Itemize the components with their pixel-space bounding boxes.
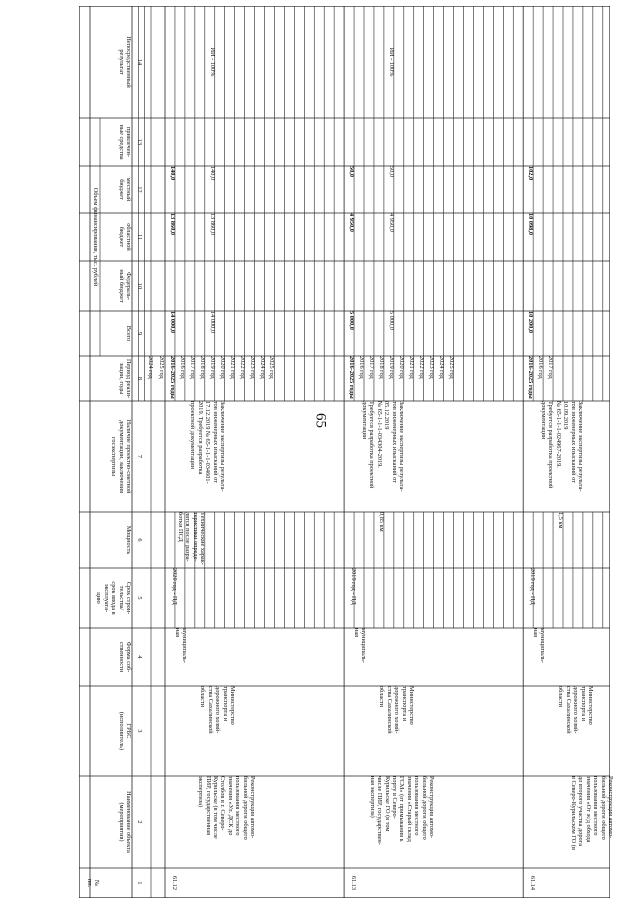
row-2-year-5: 2020 год [397, 356, 405, 379]
column-number-5: 5 [136, 596, 143, 600]
row-1-name: Реконструкция автомо- бильной дороги общего пользования местного значения «Ул. ДСК до Столбов в г. Северо- Курильске (в том числе ПИР, государственная экспертиза) [197, 776, 256, 840]
row-3-grbs: Министерство транспорта и дорожного хозяй- ства Сахалинской области [557, 686, 595, 734]
row-1-year-10: 2025 год [268, 356, 276, 379]
row-2-regional: 4 950,0 [348, 213, 356, 232]
row-3-psd: Заключение экспертизы результа- тов инженерных изысканий от 10.09.2019 № 65-1-1-1-024967-2019. Требуется разработка проектной документации [540, 401, 585, 492]
year-label-top-0: 2024 год [147, 356, 154, 379]
row-2-grbs: Министерство транспорта и дорожного хозяй- ства Сахалинской области [378, 686, 416, 734]
row-2-year-4: 2019 год [387, 356, 395, 379]
row-1-year-3: 2018 год [198, 356, 206, 379]
column-number-4: 4 [136, 655, 143, 659]
row-1-year-6: 2021 год [228, 356, 236, 379]
page-number: 65 [312, 413, 329, 428]
header-regional: областной бюджет [117, 223, 132, 251]
row-2-2019-regional: 4 950,0 [387, 213, 395, 232]
row-2-year-8: 2023 год [427, 356, 435, 379]
row-1-year-8: 2023 год [248, 356, 256, 379]
row-1-ownership: муниципаль- ная [173, 628, 188, 663]
row-2-year-2: 2017 год [367, 356, 375, 379]
column-number-14: 14 [136, 58, 143, 66]
row-3-period: 2019 год - ПД [529, 568, 537, 605]
row-3-year-0: 2016-2025 годы [527, 356, 535, 399]
column-number-12: 12 [136, 186, 143, 193]
header-name: Наименование объекта (мероприятия) [117, 791, 132, 853]
row-3-local: 102,0 [527, 166, 535, 181]
row-1-num: 61.12 [171, 875, 178, 891]
row-2-year-10: 2025 год [447, 356, 455, 379]
header-federal: Федераль- ный бюджет [117, 269, 132, 303]
row-1-psd: Заключение экспертизы результа- тов инженерных изысканий от 17.12.2019 № 65-1-1-1-034601- 2019. Требуется разработка проектной документации [189, 401, 226, 492]
row-2-year-6: 2021 год [407, 356, 415, 379]
column-number-6: 6 [136, 538, 143, 542]
row-2-num: 61.13 [350, 875, 358, 891]
row-2-year-7: 2022 год [417, 356, 425, 379]
row-1-2019-total: 14 000,0 [208, 311, 216, 334]
row-3-year-2: 2017 год [547, 356, 555, 379]
header-impl: Период реали- зации, годы [117, 358, 132, 399]
row-1-year-1: 2016 год [178, 356, 186, 379]
header-total: Всего [125, 325, 132, 342]
column-number-2: 2 [136, 820, 143, 824]
row-2-psd: Заключение экспертизы результа- тов инженерных изысканий от 05.12.2019 № 65-1-1-1-034304-2019. Требуется разработка проектной документации [361, 401, 406, 492]
row-2-local: 50,0 [348, 166, 356, 178]
row-3-total: 10 200,0 [527, 311, 535, 334]
row-1-year-7: 2022 год [238, 356, 246, 379]
row-3-capacity: 1,5 км [557, 512, 565, 529]
column-number-7: 7 [136, 454, 143, 459]
header-result: Непосредственный результат [117, 36, 132, 88]
row-2-year-9: 2024 год [437, 356, 445, 379]
row-1-result: ИИ - 100% [208, 47, 216, 77]
financing-table [79, 6, 615, 898]
header-period: Срок строи- тельства/ срок ввода в эксплуата- цию [95, 581, 132, 615]
header-num: № пп. [85, 878, 100, 888]
row-1-year-0: 2016-2025 годы [168, 356, 176, 399]
row-2-name: Реконструкция автомо- бильной дороги общего пользования местного значения «Старый склад ГСМ» (от примыкания к порту в Северо- Курильске ГО (в том числе ПИР, государствен- ная экспертиза) [368, 776, 436, 845]
row-1-2019-regional: 13 860,0 [208, 213, 216, 236]
row-1-regional: 13 860,0 [168, 213, 176, 236]
column-number-9: 9 [136, 331, 143, 336]
row-2-capacity: 0,85 км [378, 512, 386, 532]
row-1-year-4: 2019 год [208, 356, 216, 379]
column-number-10: 10 [136, 282, 143, 290]
row-1-year-2: 2017 год [188, 356, 196, 379]
year-label-top-1: 2025 год [157, 356, 165, 379]
row-2-ownership: муниципаль- ная [352, 628, 368, 663]
row-1-local: 140,0 [168, 166, 176, 181]
row-3-num: 61.14 [529, 875, 537, 891]
header-local: местный бюджет [117, 177, 132, 202]
row-2-result: ИИ - 100% [387, 47, 395, 77]
row-3-year-1: 2016 год [537, 356, 545, 379]
header-grbs: ГРБС (исполнитель) [117, 711, 132, 751]
row-2-year-0: 2016-2025 годы [348, 356, 356, 399]
row-2-2019-local: 50,0 [387, 166, 395, 178]
row-2-year-3: 2018 год [377, 356, 385, 379]
header-capacity: Мощность [125, 525, 132, 555]
row-1-grbs: Министерство транспорта и дорожного хозяй- ства Сахалинской области [199, 686, 236, 734]
row-3-regional: 10 098,0 [527, 213, 535, 236]
header-finance-group: Объем финансирования, тыс. рублей [92, 187, 99, 287]
row-1-capacity: Технические харак- теристики опреде- лятся после разра- ботки ПСД [176, 512, 206, 565]
column-number-3: 3 [136, 729, 143, 733]
header-psd: Наличие проектно-сметной документации, заключения госэкспертизы [110, 419, 132, 494]
row-1-year-5: 2020 год [218, 356, 226, 379]
row-1-period: 2020 год - ПД [171, 568, 178, 605]
row-3-ownership: муниципаль- ная [531, 628, 547, 663]
column-number-13: 13 [136, 138, 143, 146]
row-2-2019-total: 5 000,0 [387, 311, 395, 330]
header-other: привлечен- ные средства [117, 124, 132, 160]
row-2-period: 2019 год - ПД [350, 568, 358, 605]
row-2-year-1: 2016 год [358, 356, 365, 379]
column-number-8: 8 [136, 376, 143, 381]
row-3-name: Реконструкция автомо- бильной дороги общего пользования местного значения «От ж/д обхода до второго участка дорога в Северо-Курильском ГО (в [570, 776, 615, 850]
row-2-total: 5 000,0 [348, 311, 356, 330]
row-1-total: 14 000,0 [168, 311, 176, 334]
column-number-11: 11 [136, 233, 143, 241]
row-1-2019-local: 140,0 [208, 166, 216, 181]
header-ownership: Форма соб- ственности [117, 641, 132, 673]
row-1-year-9: 2024 год [258, 356, 266, 379]
column-number-1: 1 [136, 881, 143, 885]
